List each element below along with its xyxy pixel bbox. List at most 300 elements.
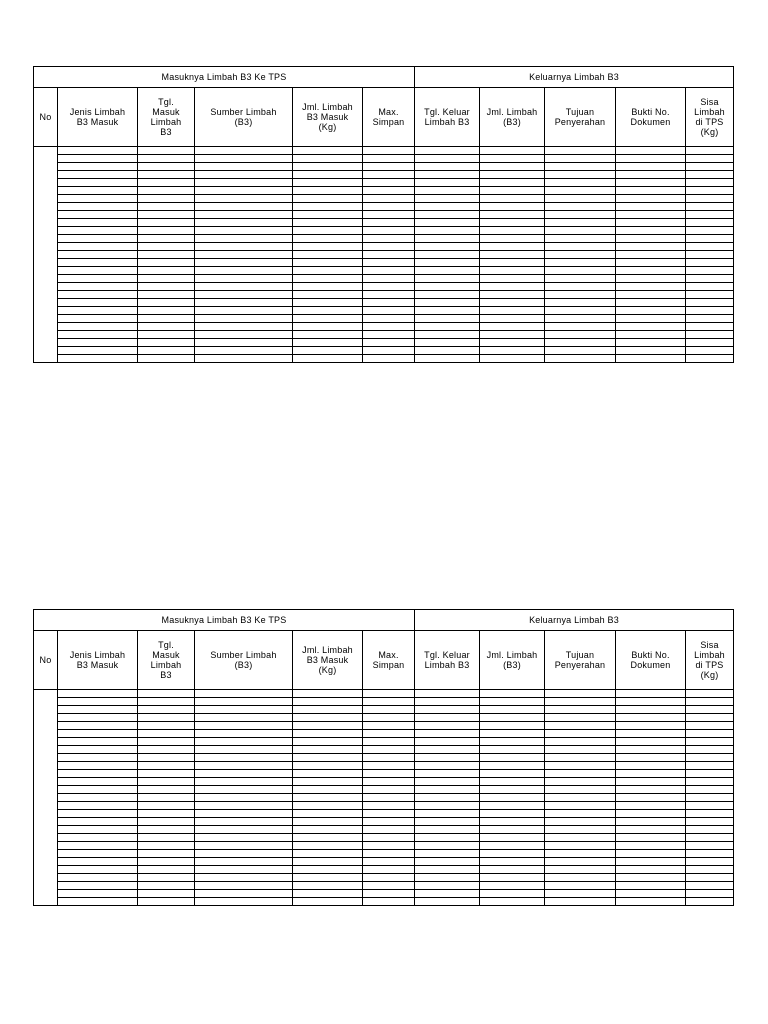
table-cell[interactable] — [545, 770, 616, 778]
table-cell[interactable] — [363, 243, 415, 251]
table-cell[interactable] — [616, 155, 686, 163]
table-cell[interactable] — [363, 786, 415, 794]
table-cell[interactable] — [616, 882, 686, 890]
table-cell[interactable] — [415, 155, 480, 163]
table-cell[interactable] — [616, 235, 686, 243]
table-cell[interactable] — [293, 858, 363, 866]
table-cell[interactable] — [616, 714, 686, 722]
table-cell[interactable] — [616, 171, 686, 179]
table-cell[interactable] — [58, 730, 138, 738]
table-cell[interactable] — [616, 323, 686, 331]
table-cell[interactable] — [195, 315, 293, 323]
table-cell[interactable] — [686, 794, 734, 802]
table-cell[interactable] — [686, 219, 734, 227]
table-cell[interactable] — [480, 307, 545, 315]
table-cell[interactable] — [138, 211, 195, 219]
table-cell[interactable] — [480, 291, 545, 299]
table-cell[interactable] — [616, 746, 686, 754]
table-cell[interactable] — [545, 786, 616, 794]
table-cell[interactable] — [616, 339, 686, 347]
table-cell[interactable] — [415, 874, 480, 882]
table-cell[interactable] — [58, 762, 138, 770]
table-cell[interactable] — [293, 171, 363, 179]
table-cell[interactable] — [686, 722, 734, 730]
table-cell[interactable] — [138, 706, 195, 714]
table-cell[interactable] — [686, 746, 734, 754]
table-cell[interactable] — [58, 315, 138, 323]
table-cell[interactable] — [415, 714, 480, 722]
table-cell[interactable] — [138, 251, 195, 259]
table-cell[interactable] — [480, 227, 545, 235]
table-cell[interactable] — [545, 339, 616, 347]
table-cell[interactable] — [480, 339, 545, 347]
table-cell[interactable] — [616, 794, 686, 802]
table-cell[interactable] — [138, 307, 195, 315]
table-cell[interactable] — [363, 858, 415, 866]
table-cell[interactable] — [616, 898, 686, 906]
table-cell[interactable] — [415, 818, 480, 826]
table-cell[interactable] — [616, 826, 686, 834]
table-cell[interactable] — [195, 714, 293, 722]
table-cell[interactable] — [293, 818, 363, 826]
table-cell[interactable] — [293, 794, 363, 802]
table-cell[interactable] — [138, 890, 195, 898]
table-cell[interactable] — [545, 714, 616, 722]
table-cell[interactable] — [138, 754, 195, 762]
table-cell[interactable] — [616, 770, 686, 778]
table-cell[interactable] — [138, 355, 195, 363]
table-cell[interactable] — [545, 858, 616, 866]
table-cell[interactable] — [293, 275, 363, 283]
table-cell[interactable] — [480, 890, 545, 898]
table-cell[interactable] — [58, 874, 138, 882]
table-cell[interactable] — [293, 898, 363, 906]
table-cell[interactable] — [293, 339, 363, 347]
table-cell[interactable] — [138, 746, 195, 754]
table-cell[interactable] — [686, 171, 734, 179]
table-cell[interactable] — [195, 163, 293, 171]
table-cell[interactable] — [138, 802, 195, 810]
table-cell[interactable] — [616, 307, 686, 315]
table-cell[interactable] — [195, 746, 293, 754]
table-cell[interactable] — [616, 890, 686, 898]
table-cell[interactable] — [363, 722, 415, 730]
table-cell[interactable] — [58, 227, 138, 235]
table-cell[interactable] — [480, 858, 545, 866]
table-cell[interactable] — [545, 291, 616, 299]
table-cell[interactable] — [293, 315, 363, 323]
table-cell[interactable] — [58, 802, 138, 810]
table-cell[interactable] — [363, 219, 415, 227]
table-cell[interactable] — [293, 738, 363, 746]
table-cell[interactable] — [415, 850, 480, 858]
table-cell[interactable] — [195, 818, 293, 826]
table-cell[interactable] — [480, 179, 545, 187]
table-cell[interactable] — [616, 211, 686, 219]
table-cell[interactable] — [616, 778, 686, 786]
table-cell[interactable] — [363, 299, 415, 307]
table-cell[interactable] — [480, 187, 545, 195]
table-cell[interactable] — [415, 227, 480, 235]
table-cell[interactable] — [363, 842, 415, 850]
table-cell[interactable] — [415, 235, 480, 243]
table-cell[interactable] — [138, 762, 195, 770]
table-cell[interactable] — [480, 163, 545, 171]
table-cell[interactable] — [138, 826, 195, 834]
table-cell[interactable] — [58, 147, 138, 155]
table-cell[interactable] — [363, 307, 415, 315]
table-cell[interactable] — [686, 770, 734, 778]
table-cell[interactable] — [415, 187, 480, 195]
table-cell[interactable] — [415, 882, 480, 890]
table-cell[interactable] — [363, 874, 415, 882]
table-cell[interactable] — [363, 251, 415, 259]
table-cell[interactable] — [58, 219, 138, 227]
table-cell[interactable] — [480, 866, 545, 874]
table-cell[interactable] — [686, 243, 734, 251]
table-cell[interactable] — [58, 267, 138, 275]
table-cell[interactable] — [415, 203, 480, 211]
table-cell[interactable] — [616, 251, 686, 259]
table-cell[interactable] — [415, 275, 480, 283]
table-cell[interactable] — [195, 722, 293, 730]
table-cell[interactable] — [293, 890, 363, 898]
table-cell[interactable] — [616, 179, 686, 187]
table-cell[interactable] — [58, 866, 138, 874]
table-cell[interactable] — [293, 874, 363, 882]
table-cell[interactable] — [545, 267, 616, 275]
table-cell[interactable] — [686, 698, 734, 706]
table-cell[interactable] — [545, 211, 616, 219]
table-cell[interactable] — [195, 203, 293, 211]
table-cell[interactable] — [363, 818, 415, 826]
table-cell[interactable] — [616, 275, 686, 283]
table-cell[interactable] — [480, 211, 545, 219]
table-cell[interactable] — [363, 882, 415, 890]
table-cell[interactable] — [195, 810, 293, 818]
table-cell[interactable] — [415, 283, 480, 291]
table-cell[interactable] — [415, 746, 480, 754]
table-cell[interactable] — [545, 251, 616, 259]
table-cell[interactable] — [545, 706, 616, 714]
table-cell[interactable] — [415, 690, 480, 698]
table-cell[interactable] — [293, 227, 363, 235]
table-cell[interactable] — [415, 698, 480, 706]
table-cell[interactable] — [480, 842, 545, 850]
table-cell[interactable] — [545, 738, 616, 746]
table-cell[interactable] — [195, 155, 293, 163]
table-cell[interactable] — [480, 283, 545, 291]
table-cell[interactable] — [293, 283, 363, 291]
table-cell[interactable] — [415, 179, 480, 187]
table-cell[interactable] — [480, 802, 545, 810]
table-cell[interactable] — [195, 866, 293, 874]
table-cell[interactable] — [616, 690, 686, 698]
table-cell[interactable] — [686, 858, 734, 866]
table-cell[interactable] — [58, 890, 138, 898]
table-cell[interactable] — [363, 698, 415, 706]
table-cell[interactable] — [293, 307, 363, 315]
table-cell[interactable] — [415, 339, 480, 347]
table-cell[interactable] — [545, 171, 616, 179]
table-cell[interactable] — [195, 171, 293, 179]
table-cell[interactable] — [545, 323, 616, 331]
table-cell[interactable] — [138, 163, 195, 171]
table-cell[interactable] — [195, 738, 293, 746]
table-cell[interactable] — [480, 714, 545, 722]
table-cell[interactable] — [545, 874, 616, 882]
table-cell[interactable] — [293, 291, 363, 299]
table-cell[interactable] — [195, 275, 293, 283]
table-cell[interactable] — [686, 275, 734, 283]
table-cell[interactable] — [480, 874, 545, 882]
table-cell[interactable] — [293, 778, 363, 786]
table-cell[interactable] — [480, 147, 545, 155]
table-cell[interactable] — [138, 299, 195, 307]
table-cell[interactable] — [195, 219, 293, 227]
table-cell[interactable] — [616, 786, 686, 794]
table-cell[interactable] — [686, 882, 734, 890]
table-cell[interactable] — [138, 283, 195, 291]
table-cell[interactable] — [686, 307, 734, 315]
table-cell[interactable] — [363, 211, 415, 219]
table-cell[interactable] — [480, 355, 545, 363]
table-cell[interactable] — [293, 754, 363, 762]
table-cell[interactable] — [616, 874, 686, 882]
table-cell[interactable] — [363, 267, 415, 275]
table-cell[interactable] — [195, 307, 293, 315]
table-cell[interactable] — [616, 347, 686, 355]
table-cell[interactable] — [363, 315, 415, 323]
table-cell[interactable] — [195, 826, 293, 834]
table-cell[interactable] — [545, 331, 616, 339]
table-cell[interactable] — [545, 147, 616, 155]
table-cell[interactable] — [195, 802, 293, 810]
table-cell[interactable] — [545, 283, 616, 291]
table-cell[interactable] — [545, 219, 616, 227]
table-cell[interactable] — [293, 882, 363, 890]
table-cell[interactable] — [195, 882, 293, 890]
table-cell[interactable] — [616, 331, 686, 339]
table-cell[interactable] — [480, 195, 545, 203]
table-cell[interactable] — [545, 754, 616, 762]
table-cell[interactable] — [545, 834, 616, 842]
table-cell[interactable] — [363, 850, 415, 858]
table-cell[interactable] — [195, 730, 293, 738]
table-cell[interactable] — [686, 738, 734, 746]
table-cell[interactable] — [415, 706, 480, 714]
table-cell[interactable] — [195, 842, 293, 850]
table-cell[interactable] — [686, 347, 734, 355]
table-cell[interactable] — [293, 187, 363, 195]
table-cell[interactable] — [686, 898, 734, 906]
table-cell[interactable] — [686, 299, 734, 307]
table-cell[interactable] — [138, 187, 195, 195]
table-cell[interactable] — [480, 810, 545, 818]
table-cell[interactable] — [686, 339, 734, 347]
table-cell[interactable] — [363, 714, 415, 722]
table-cell[interactable] — [616, 355, 686, 363]
table-cell[interactable] — [195, 195, 293, 203]
table-cell[interactable] — [195, 890, 293, 898]
table-cell[interactable] — [138, 714, 195, 722]
table-cell[interactable] — [616, 842, 686, 850]
table-cell[interactable] — [293, 347, 363, 355]
table-cell[interactable] — [480, 898, 545, 906]
table-cell[interactable] — [686, 842, 734, 850]
table-cell[interactable] — [616, 802, 686, 810]
table-cell[interactable] — [616, 259, 686, 267]
table-cell[interactable] — [138, 203, 195, 211]
table-cell[interactable] — [293, 834, 363, 842]
table-cell[interactable] — [58, 299, 138, 307]
table-cell[interactable] — [58, 810, 138, 818]
table-cell[interactable] — [545, 890, 616, 898]
table-cell[interactable] — [195, 850, 293, 858]
table-cell[interactable] — [138, 347, 195, 355]
table-cell[interactable] — [686, 203, 734, 211]
table-cell[interactable] — [58, 339, 138, 347]
table-cell[interactable] — [545, 722, 616, 730]
table-cell[interactable] — [415, 315, 480, 323]
table-cell[interactable] — [363, 147, 415, 155]
table-cell[interactable] — [195, 187, 293, 195]
table-cell[interactable] — [58, 770, 138, 778]
table-cell[interactable] — [415, 323, 480, 331]
table-cell[interactable] — [686, 235, 734, 243]
table-cell[interactable] — [293, 259, 363, 267]
table-cell[interactable] — [686, 179, 734, 187]
table-cell[interactable] — [545, 802, 616, 810]
table-cell[interactable] — [58, 738, 138, 746]
table-cell[interactable] — [138, 323, 195, 331]
table-cell[interactable] — [480, 315, 545, 323]
table-cell[interactable] — [293, 211, 363, 219]
table-cell[interactable] — [58, 179, 138, 187]
table-cell[interactable] — [363, 754, 415, 762]
table-cell[interactable] — [480, 706, 545, 714]
table-cell[interactable] — [686, 714, 734, 722]
table-cell[interactable] — [545, 163, 616, 171]
table-cell[interactable] — [195, 898, 293, 906]
table-cell[interactable] — [686, 267, 734, 275]
table-cell[interactable] — [195, 874, 293, 882]
table-cell[interactable] — [686, 802, 734, 810]
table-cell[interactable] — [545, 698, 616, 706]
table-cell[interactable] — [616, 283, 686, 291]
table-cell[interactable] — [686, 251, 734, 259]
table-cell[interactable] — [363, 195, 415, 203]
table-cell[interactable] — [363, 275, 415, 283]
table-cell[interactable] — [195, 778, 293, 786]
table-cell[interactable] — [293, 762, 363, 770]
table-cell[interactable] — [58, 786, 138, 794]
table-cell[interactable] — [195, 770, 293, 778]
table-cell[interactable] — [616, 203, 686, 211]
table-cell[interactable] — [138, 315, 195, 323]
table-cell[interactable] — [616, 163, 686, 171]
table-cell[interactable] — [480, 882, 545, 890]
table-cell[interactable] — [363, 283, 415, 291]
table-cell[interactable] — [415, 163, 480, 171]
table-cell[interactable] — [480, 738, 545, 746]
table-cell[interactable] — [138, 882, 195, 890]
table-cell[interactable] — [138, 738, 195, 746]
table-cell[interactable] — [138, 698, 195, 706]
table-cell[interactable] — [415, 331, 480, 339]
table-cell[interactable] — [480, 850, 545, 858]
table-cell[interactable] — [480, 275, 545, 283]
table-cell[interactable] — [293, 323, 363, 331]
table-cell[interactable] — [616, 291, 686, 299]
table-cell[interactable] — [480, 259, 545, 267]
table-cell[interactable] — [686, 706, 734, 714]
table-cell[interactable] — [415, 171, 480, 179]
table-cell[interactable] — [138, 874, 195, 882]
table-cell[interactable] — [138, 794, 195, 802]
table-cell[interactable] — [58, 778, 138, 786]
table-cell[interactable] — [686, 834, 734, 842]
table-cell[interactable] — [545, 315, 616, 323]
table-cell[interactable] — [616, 762, 686, 770]
table-cell[interactable] — [363, 890, 415, 898]
table-cell[interactable] — [686, 786, 734, 794]
table-cell[interactable] — [616, 267, 686, 275]
table-cell[interactable] — [480, 155, 545, 163]
table-cell[interactable] — [58, 834, 138, 842]
table-cell[interactable] — [415, 730, 480, 738]
table-cell[interactable] — [545, 794, 616, 802]
table-cell[interactable] — [616, 722, 686, 730]
table-cell[interactable] — [293, 219, 363, 227]
table-cell[interactable] — [363, 738, 415, 746]
table-cell[interactable] — [415, 842, 480, 850]
table-cell[interactable] — [545, 746, 616, 754]
table-cell[interactable] — [616, 698, 686, 706]
table-cell[interactable] — [415, 195, 480, 203]
table-cell[interactable] — [415, 898, 480, 906]
table-cell[interactable] — [58, 291, 138, 299]
table-cell[interactable] — [58, 203, 138, 211]
table-cell[interactable] — [58, 347, 138, 355]
table-cell[interactable] — [293, 195, 363, 203]
table-cell[interactable] — [686, 690, 734, 698]
table-cell[interactable] — [138, 730, 195, 738]
table-cell[interactable] — [686, 211, 734, 219]
table-cell[interactable] — [545, 898, 616, 906]
table-cell[interactable] — [58, 882, 138, 890]
table-cell[interactable] — [138, 235, 195, 243]
table-cell[interactable] — [545, 227, 616, 235]
table-cell[interactable] — [195, 243, 293, 251]
table-cell[interactable] — [616, 754, 686, 762]
table-cell[interactable] — [480, 203, 545, 211]
table-cell[interactable] — [58, 331, 138, 339]
table-cell[interactable] — [480, 746, 545, 754]
table-cell[interactable] — [616, 243, 686, 251]
table-cell[interactable] — [293, 698, 363, 706]
table-cell[interactable] — [480, 331, 545, 339]
table-cell[interactable] — [686, 163, 734, 171]
table-cell[interactable] — [363, 778, 415, 786]
table-cell[interactable] — [58, 307, 138, 315]
table-cell[interactable] — [415, 291, 480, 299]
table-cell[interactable] — [480, 267, 545, 275]
table-cell[interactable] — [195, 211, 293, 219]
table-cell[interactable] — [293, 850, 363, 858]
table-cell[interactable] — [195, 834, 293, 842]
table-cell[interactable] — [545, 818, 616, 826]
